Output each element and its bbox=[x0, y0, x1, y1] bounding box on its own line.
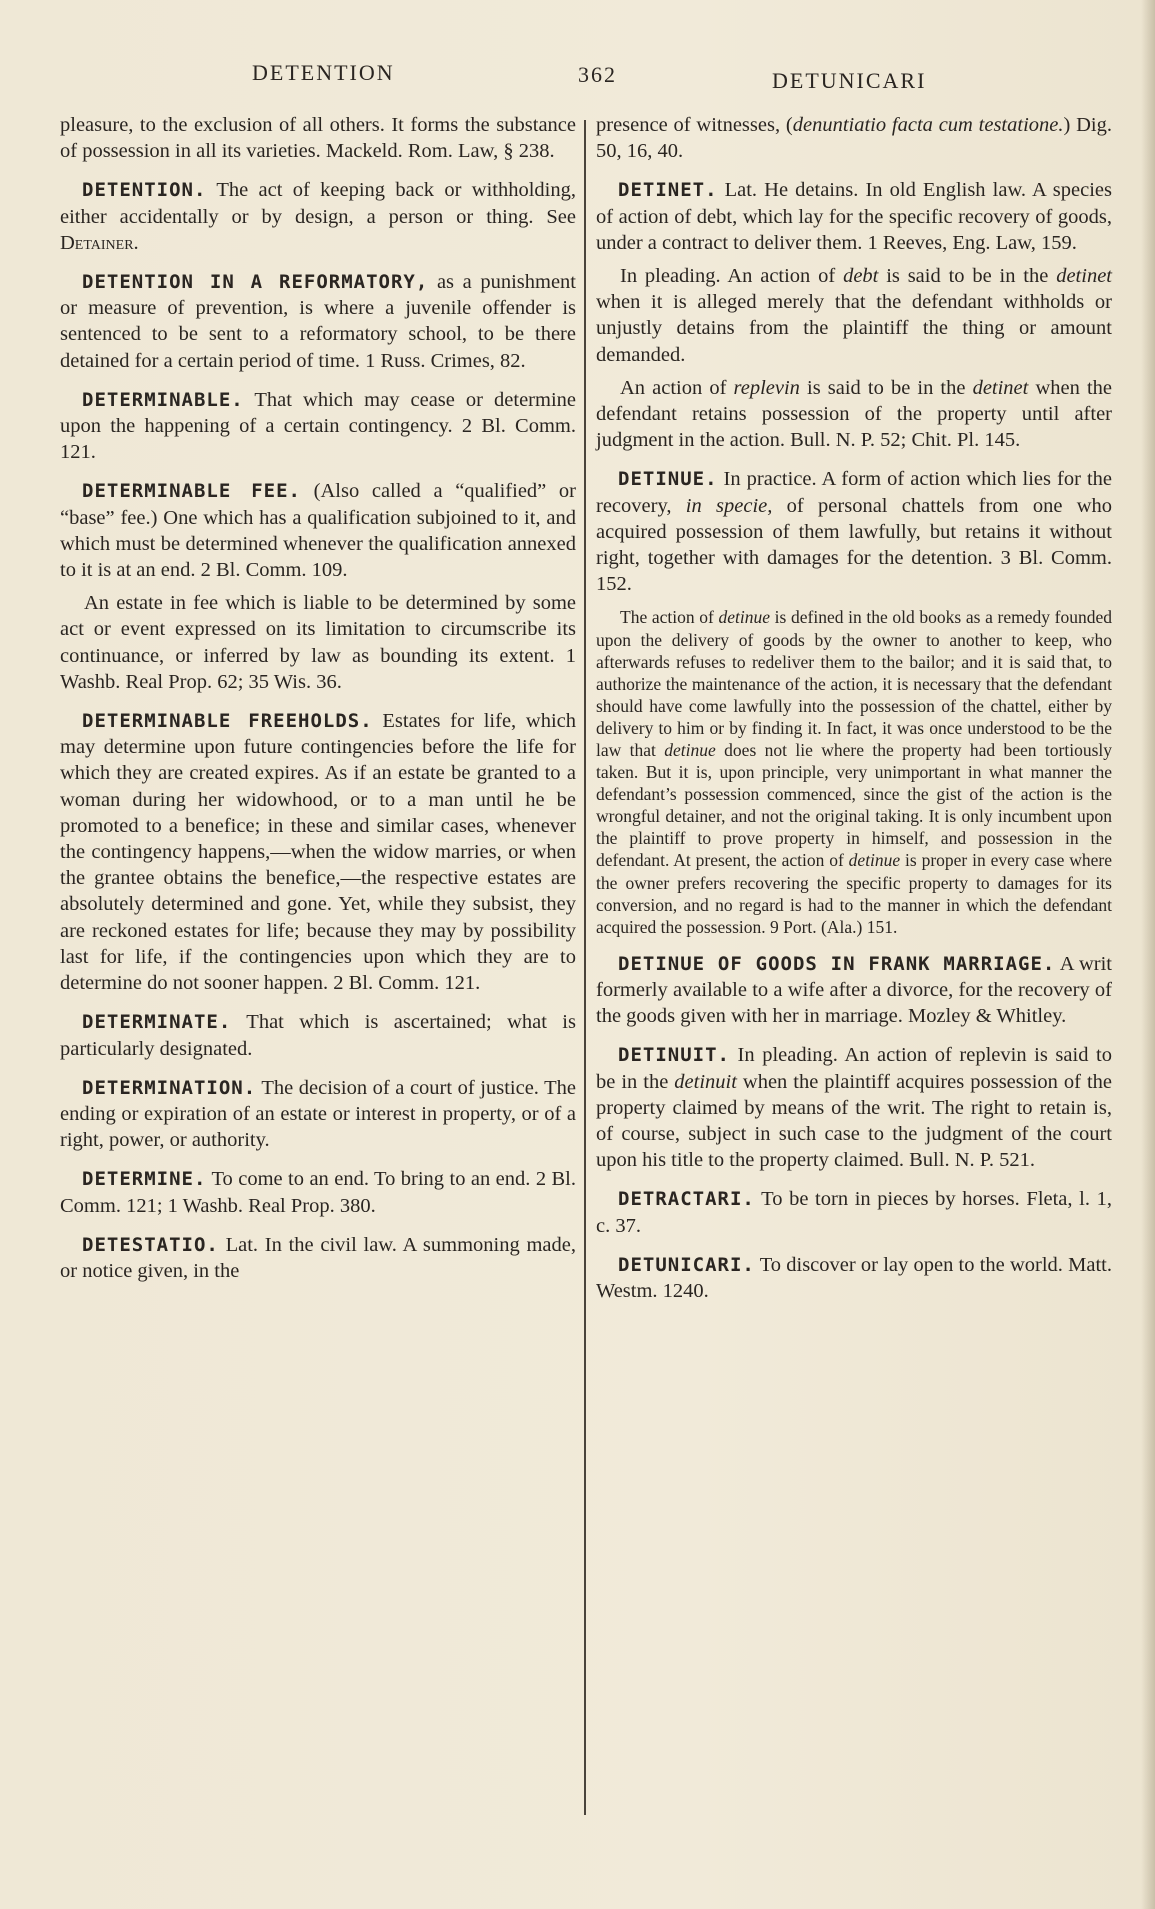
headword: DETINUE. bbox=[618, 468, 718, 491]
entry-determinate bbox=[60, 1009, 576, 1061]
definition: (Also called a “qualified” or “base” fee.) One which has a qualification subjoined to it, and which must be determined whenever the qualification annexed to it is at an end. 2 Bl. Comm. 109. bbox=[60, 480, 576, 582]
page-number: 362 bbox=[578, 62, 617, 87]
right-column bbox=[596, 112, 1112, 1317]
entry-detinet-pleading: In pleading. An action of debt is said to be in the detinet when it is alleged merely that the defendant withholds or unjustly detains from the plaintiff the thing or amount demanded. bbox=[596, 265, 1112, 366]
definition: A writ formerly available to a wife after a divorce, for the recovery of the goods given with her in marriage. Mozley & Whitley. bbox=[596, 952, 1112, 1028]
definition: as a punishment or measure of prevention, is where a juvenile offender is sentenced to be sent to a reformatory school, to be there detained for a certain period of time. 1 Russ. Crimes, 82. bbox=[60, 271, 577, 372]
entry-continuation: presence of witnesses, (denuntiatio facta cum testatione.) Dig. 50, 16, 40. bbox=[596, 114, 1113, 163]
headword: DETRACTARI. bbox=[618, 1188, 755, 1211]
entry-detunicari bbox=[596, 1252, 1112, 1304]
definition: To come to an end. To bring to an end. 2 Bl. Comm. 121; 1 Washb. Real Prop. 380. bbox=[60, 1168, 576, 1217]
definition: Lat. He detains. In old English law. A species of action of debt, which lay for the specific recovery of goods, under a contract to deliver them. 1 Reeves, Eng. Law, 159. bbox=[596, 179, 1112, 254]
header-right-guide-word: DETUNICARI bbox=[772, 68, 927, 93]
entry-detention bbox=[60, 177, 576, 256]
headword: DETERMINABLE. bbox=[82, 388, 244, 411]
definition: Lat. In the civil law. A summoning made, or notice given, in the bbox=[60, 1233, 576, 1282]
entry-detestatio bbox=[60, 1232, 576, 1284]
entry-determination bbox=[60, 1075, 576, 1154]
headword: DETERMINATION. bbox=[82, 1076, 257, 1099]
headword: DETERMINATE. bbox=[82, 1011, 232, 1034]
headword: DETINET. bbox=[618, 179, 718, 202]
headword: DETUNICARI. bbox=[618, 1253, 755, 1276]
entry-detinue-of-goods-in-frank-marriage bbox=[596, 951, 1112, 1030]
running-header bbox=[0, 56, 1155, 96]
entry-detractari bbox=[596, 1186, 1112, 1238]
headword: DETENTION IN A REFORMATORY, bbox=[82, 271, 429, 294]
headword: DETERMINABLE FREEHOLDS. bbox=[82, 710, 373, 733]
headword: DETENTION. bbox=[82, 179, 207, 202]
entry-detinue-note: The action of detinue is defined in the old books as a remedy founded upon the delivery of goods by the owner to another to keep, who afterwards refuses to redeliver them to the bailor; and it is said that, to authorize the maintenance of the action, it is necessary that the defendant should have come lawfully into the possession of the chattel, either by delivery to him or by finding it. In fact, it was once understood to be the law that detinue does not lie where the property had been tortiously taken. But it is, upon principle, very unimportant in what manner the defendant’s possession commenced, since the gist of the action is the wrongful detainer, and not the original taking. It is only incumbent upon the plaintiff to prove property in himself, and possession in the defendant. At present, the action of detinue is proper in every case where the owner prefers recovering the specific property to damages for its conversion, and no regard is had to the manner in which the defendant acquired the possession. 9 Port. (Ala.) 151. bbox=[596, 607, 1113, 937]
headword: DETINUIT. bbox=[618, 1044, 730, 1067]
definition: To discover or lay open to the world. Matt. Westm. 1240. bbox=[596, 1253, 1112, 1303]
entry-continuation: pleasure, to the exclusion of all others. It forms the substance of possession in all its varieties. Mackeld. Rom. Law, § 238. bbox=[60, 114, 576, 163]
headword: DETESTATIO. bbox=[82, 1233, 219, 1256]
column-divider bbox=[584, 120, 586, 1815]
entry-determinable-fee-note: An estate in fee which is liable to be determined by some act or event expressed on its limitation to circumscribe its continuance, or inferred by law as bounding its extent. 1 Washb. Real Prop. 62; 35 Wis. 36. bbox=[60, 592, 576, 693]
entry-determinable-freeholds bbox=[60, 708, 576, 996]
headword: DETERMINABLE FEE. bbox=[82, 480, 301, 503]
entry-detinet-replevin: An action of replevin is said to be in the detinet when the defendant retains possession of the property until after judgment in the action. Bull. N. P. 52; Chit. Pl. 145. bbox=[596, 376, 1112, 452]
left-column bbox=[60, 112, 576, 1297]
definition: Estates for life, which may determine upon future contingencies before the life for which they are created expires. As if an estate be granted to a woman during her widowhood, or to a man until he be promoted to a benefice; in these and similar cases, whenever the contingency happens,—when the widow marries, or when the grantee obtains the benefice,—the respective estates are absolutely determined and gone. Yet, while they subsist, they are reckoned estates for life; because they may by possibility last for life, if the contingencies upon which they are to determine do not sooner happen. 2 Bl. Comm. 121. bbox=[60, 710, 576, 995]
definition: That which is ascertained; what is particularly designated. bbox=[60, 1011, 576, 1060]
entry-detention-in-a-reformatory bbox=[60, 269, 576, 374]
entry-detinuit: DETINUIT. In pleading. An action of replevin is said to be in the detinuit when the plaintiff acquires possession of the property claimed by means of the writ. The right to retain is, of course, subject in such case to the judgment of the court upon his title to the property claimed. Bull. N. P. 521. bbox=[596, 1044, 1112, 1172]
definition: That which may cease or determine upon the happening of a certain contingency. 2 Bl. Comm. 121. bbox=[60, 388, 576, 464]
header-left-guide-word: DETENTION bbox=[252, 60, 395, 85]
definition: The decision of a court of justice. The ending or expiration of an estate or interest in property, or of a right, power, or authority. bbox=[60, 1076, 576, 1152]
entry-determinable-fee bbox=[60, 478, 576, 583]
entry-determinable bbox=[60, 387, 576, 466]
entry-detinue: DETINUE. In practice. A form of action which lies for the recovery, in specie, of personal chattels from one who acquired possession of them lawfully, but retains it without right, together with damages for the detention. 3 Bl. Comm. 152. bbox=[596, 468, 1113, 596]
page-spine-shadow bbox=[1141, 0, 1155, 1909]
definition: The act of keeping back or withholding, either accidentally or by design, a person or thing. See bbox=[60, 179, 576, 228]
entry-determine bbox=[60, 1166, 576, 1218]
headword: DETINUE OF GOODS IN FRANK MARRIAGE. bbox=[618, 952, 1056, 975]
definition: To be torn in pieces by horses. Fleta, l. 1, c. 37. bbox=[596, 1188, 1112, 1237]
entry-detinet bbox=[596, 177, 1112, 256]
headword: DETERMINE. bbox=[82, 1168, 207, 1191]
cross-reference: Detainer. bbox=[60, 231, 139, 254]
